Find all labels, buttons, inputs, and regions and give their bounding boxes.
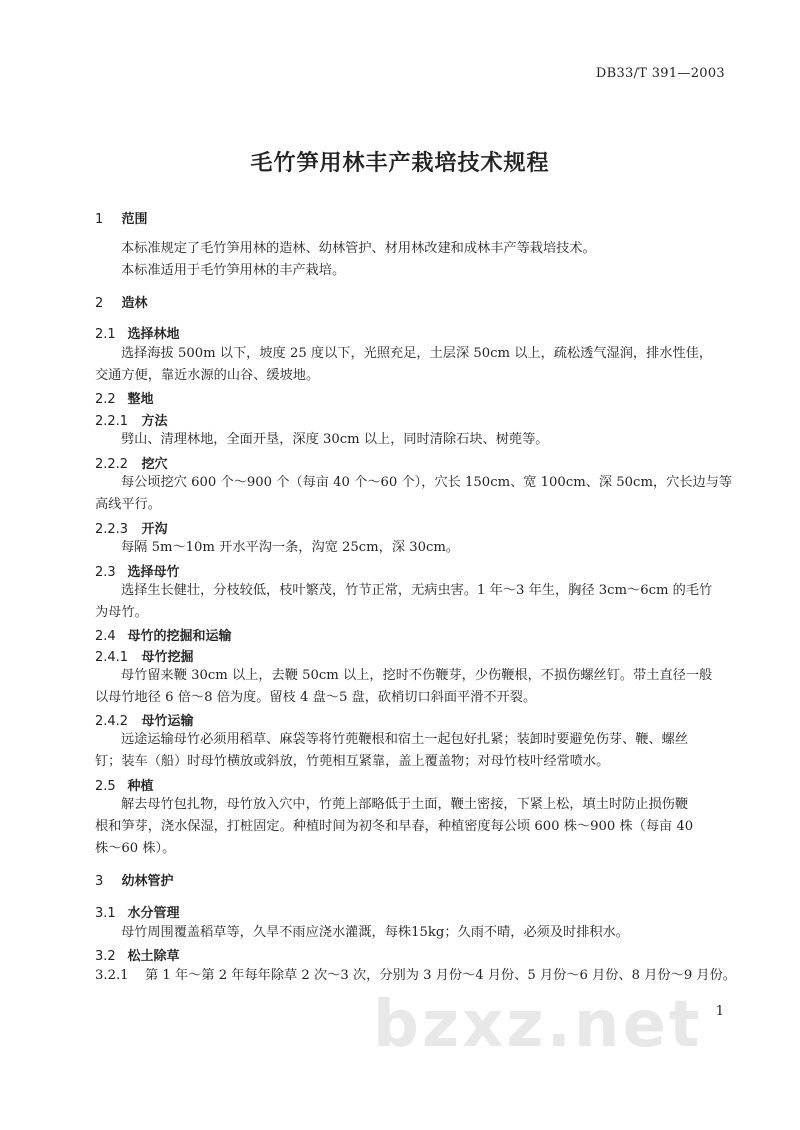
section-number: 2.4 [95,629,116,644]
section-title: 范围 [121,212,148,227]
paragraph-line: 交通方便，靠近水源的山谷、缓坡地。 [95,368,320,383]
section-number: 2 [95,296,104,311]
page-number: 1 [715,1004,724,1019]
section-title: 挖穴 [141,457,168,472]
section-title: 母竹挖掘 [141,650,194,665]
section-number: 2.3 [95,565,116,580]
paragraph-line: 每隔 5m～10m 开水平沟一条，沟宽 25cm，深 30cm。 [121,540,460,555]
paragraph-line: 为母竹。 [95,605,148,620]
section-number: 2.2.2 [95,457,129,472]
document-code: DB33/T 391—2003 [595,66,725,81]
section-title: 母竹的挖掘和运输 [127,629,232,644]
section-2-2-3-heading [95,518,168,537]
paragraph-line: 每公顷挖穴 600 个～900 个（每亩 40 个～60 个），穴长 150cm、宽 100cm、深 50cm，穴长边与等 [121,475,733,490]
section-2-3-heading [95,561,180,580]
paragraph-line: 远途运输母竹必须用稻草、麻袋等将竹蔸鞭根和宿土一起包好扎紧；装卸时要避免伤芽、鞭、螺丝 [121,732,689,747]
section-number: 2.2.3 [95,522,129,537]
section-2-heading [95,292,148,311]
section-title: 幼林管护 [121,874,174,889]
section-number: 2.5 [95,779,116,794]
paragraph-line: 根和笋芽，浇水保湿，打桩固定。种植时间为初冬和早春，种植密度每公顷 600 株～900 株（每亩 40 [95,819,694,834]
section-title: 选择母竹 [127,565,180,580]
section-number: 1 [95,212,104,227]
list-item [95,965,736,987]
paragraph-line: 母竹周围覆盖稻草等，久旱不雨应浇水灌溉，每株15kg；久雨不晴，必须及时排积水。 [121,925,629,940]
paragraph-line: 选择生长健壮，分枝较低，枝叶繁茂，竹节正常，无病虫害。1 年～3 年生，胸径 3cm～6cm 的毛竹 [121,583,713,598]
section-title: 整地 [127,392,154,407]
section-title: 种植 [127,779,154,794]
section-2-4-heading [95,625,232,644]
paragraph-line: 钉；装车（船）时母竹横放或斜放，竹蔸相互紧靠，盖上覆盖物；对母竹枝叶经常喷水。 [95,754,610,769]
section-number: 2.2 [95,392,116,407]
section-2-5-heading [95,775,154,794]
paragraph-line: 株～60 株）。 [95,841,176,856]
paragraph-line: 选择海拔 500m 以下，坡度 25 度以下，光照充足，土层深 50cm 以上，疏松透气湿润，排水性佳， [121,346,713,361]
watermark: bzxz.net [373,988,703,1062]
section-3-2-heading [95,945,180,964]
section-title: 方法 [141,414,168,429]
section-title: 选择林地 [127,327,180,342]
section-3-1-heading [95,902,180,921]
section-2-2-1-heading [95,410,168,429]
paragraph-line: 第 1 年～第 2 年每年除草 2 次～3 次，分别为 3 月份～4 月份、5 月份～6 月份、8 月份～9 月份。 [145,968,736,983]
section-number: 2.4.2 [95,714,129,729]
section-1-heading [95,208,148,227]
section-2-2-heading [95,388,154,407]
paragraph-line: 以母竹地径 6 倍～8 倍为度。留枝 4 盘～5 盘，砍梢切口斜面平滑不开裂。 [95,690,537,705]
document-title: 毛竹笋用林丰产栽培技术规程 [250,151,550,176]
section-number: 2.1 [95,327,116,342]
section-number: 3.2.1 [95,968,129,983]
section-title: 造林 [121,296,148,311]
paragraph-line: 解去母竹包扎物，母竹放入穴中，竹蔸上部略低于土面，鞭土密接，下紧上松，填土时防止损伤鞭 [121,797,689,812]
section-2-4-1-heading [95,646,194,665]
section-number: 2.2.1 [95,414,129,429]
section-2-2-2-heading [95,453,168,472]
section-title: 松土除草 [127,949,180,964]
paragraph-line: 高线平行。 [95,497,161,512]
section-number: 2.4.1 [95,650,129,665]
section-number: 3.2 [95,949,116,964]
paragraph-line: 母竹留来鞭 30cm 以上，去鞭 50cm 以上，挖时不伤鞭芽，少伤鞭根，不损伤螺丝钉。带土直径一般 [121,668,713,683]
section-title: 水分管理 [127,906,180,921]
paragraph: 本标准适用于毛竹笋用林的丰产栽培。 [121,263,346,278]
paragraph: 本标准规定了毛竹笋用林的造林、幼林管护、材用林改建和成林丰产等栽培技术。 [121,241,596,256]
section-title: 母竹运输 [141,714,194,729]
section-3-heading [95,870,174,889]
paragraph-line: 劈山、清理林地，全面开垦，深度 30cm 以上，同时清除石块、树蔸等。 [121,432,549,447]
section-2-4-2-heading [95,710,194,729]
section-2-1-heading [95,323,180,342]
section-number: 3.1 [95,906,116,921]
section-title: 开沟 [141,522,168,537]
section-number: 3 [95,874,104,889]
